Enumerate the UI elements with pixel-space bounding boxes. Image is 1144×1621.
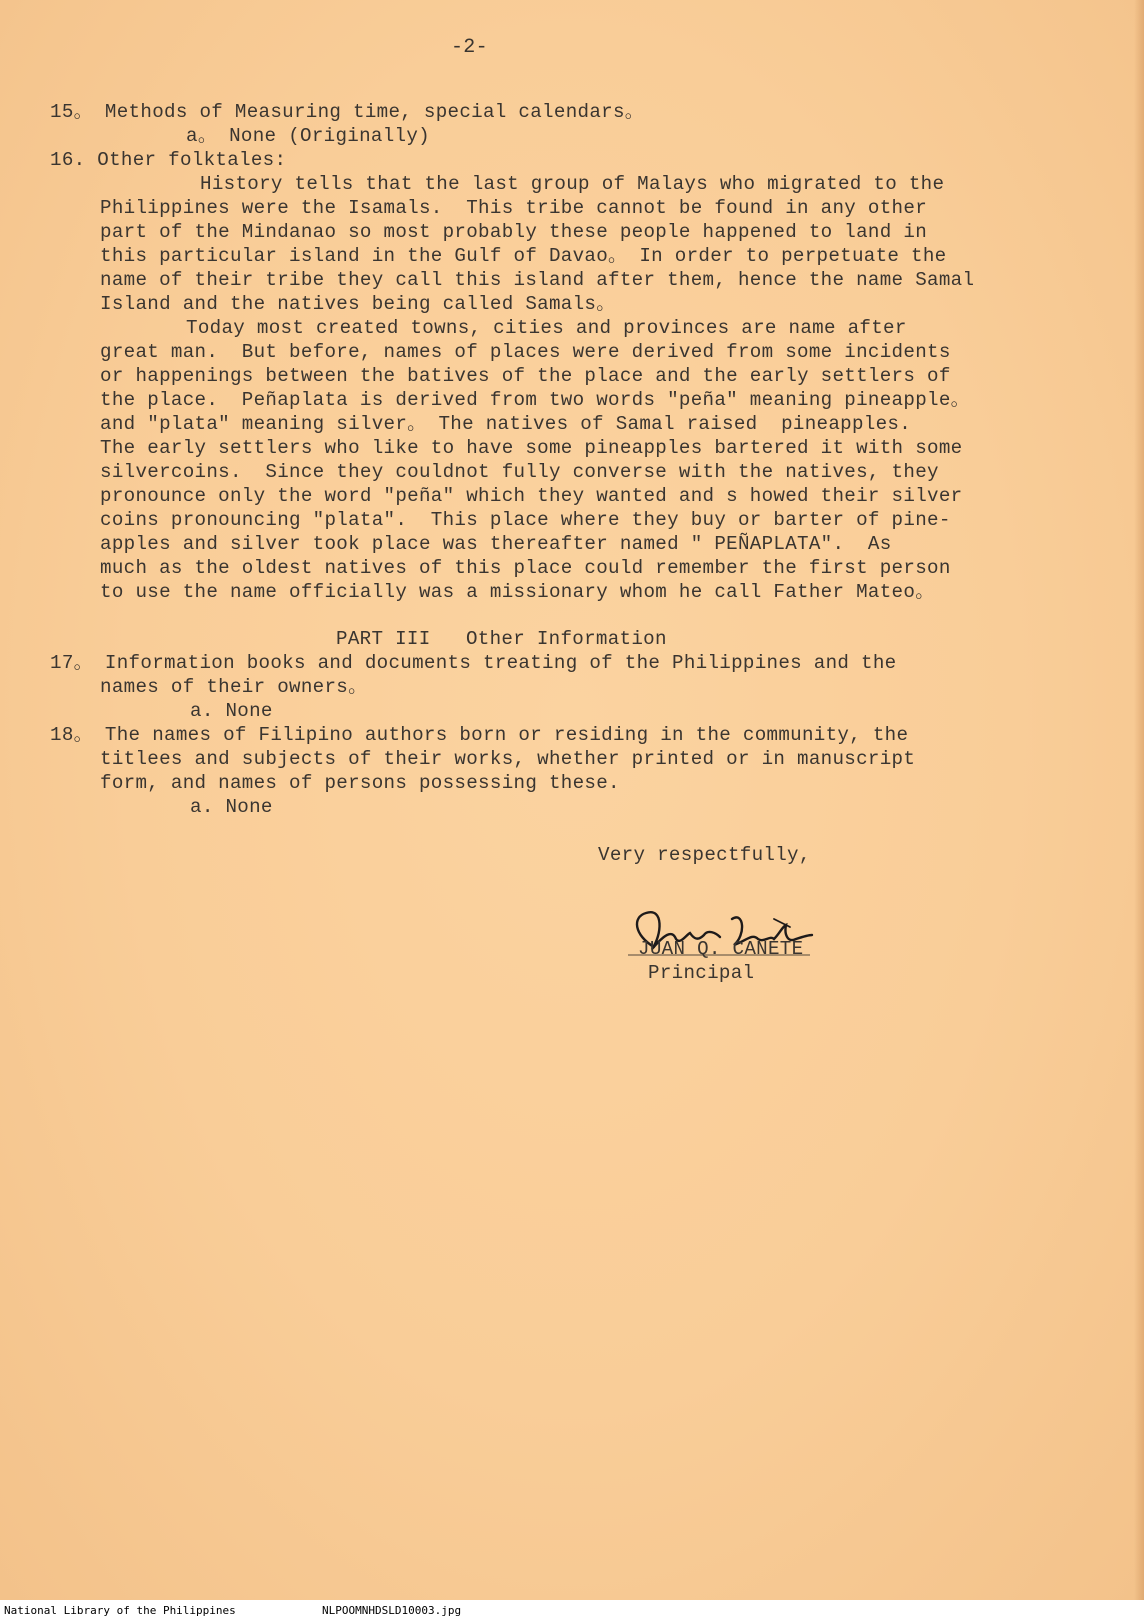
footer-filename: NLPOOMNHDSLD10003.jpg — [322, 1604, 462, 1617]
paragraph-line: the place. Peñaplata is derived from two words "peña" meaning pineapple。 — [100, 389, 971, 411]
paragraph-line: History tells that the last group of Malays who migrated to the — [200, 173, 945, 195]
paragraph-line: coins pronouncing "plata". This place where they buy or barter of pine- — [100, 509, 951, 531]
paragraph-line: part of the Mindanao so most probably these people happened to land in — [100, 221, 928, 243]
item-17-line: 17。 Information books and documents treating of the Philippines and the — [50, 652, 897, 674]
paragraph-line: and "plata" meaning silver。 The natives of Samal raised pineapples. — [100, 413, 912, 435]
item-18-line: 18。 The names of Filipino authors born or residing in the community, the — [50, 724, 909, 746]
closing-salutation: Very respectfully, — [598, 844, 811, 866]
footer-source-label: National Library of the Philippines — [4, 1604, 236, 1617]
paragraph-line: Island and the natives being called Samals。 — [100, 293, 616, 315]
paragraph-line: The early settlers who like to have some pineapples bartered it with some — [100, 437, 963, 459]
item-16-line: 16. Other folktales: — [50, 149, 287, 171]
item-18-answer: a. None — [190, 796, 273, 818]
signatory-title: Principal — [648, 962, 755, 984]
footer-bar — [0, 1600, 1144, 1621]
item-15-line: 15。 Methods of Measuring time, special calendars。 — [50, 101, 645, 123]
paragraph-line: silvercoins. Since they couldnot fully converse with the natives, they — [100, 461, 939, 483]
page-number: -2- — [451, 36, 488, 59]
paragraph-line: Philippines were the Isamals. This tribe cannot be found in any other — [100, 197, 928, 219]
paragraph-line: Today most created towns, cities and provinces are name after — [186, 317, 907, 339]
paragraph-line: apples and silver took place was thereafter named " PEÑAPLATA". As — [100, 533, 892, 555]
item-18-line: form, and names of persons possessing these. — [100, 772, 620, 794]
item-17-answer: a. None — [190, 700, 273, 722]
paragraph-line: this particular island in the Gulf of Davao。 In order to perpetuate the — [100, 245, 947, 267]
paragraph-line: great man. But before, names of places were derived from some incidents — [100, 341, 951, 363]
item-18-line: titlees and subjects of their works, whether printed or in manuscript — [100, 748, 916, 770]
paragraph-line: or happenings between the batives of the place and the early settlers of — [100, 365, 951, 387]
item-17-line: names of their owners。 — [100, 676, 368, 698]
item-15-answer: a。 None (Originally) — [186, 125, 430, 147]
paper-edge-shadow — [1134, 0, 1144, 1600]
paragraph-line: to use the name officially was a missionary whom he call Father Mateo。 — [100, 581, 935, 603]
paragraph-line: name of their tribe they call this island after them, hence the name Samal — [100, 269, 975, 291]
paragraph-line: much as the oldest natives of this place could remember the first person — [100, 557, 951, 579]
paragraph-line: pronounce only the word "peña" which they wanted and s howed their silver — [100, 485, 963, 507]
section-heading: PART III Other Information — [336, 628, 667, 650]
signatory-name: JUAN Q. CANETE — [638, 938, 804, 960]
